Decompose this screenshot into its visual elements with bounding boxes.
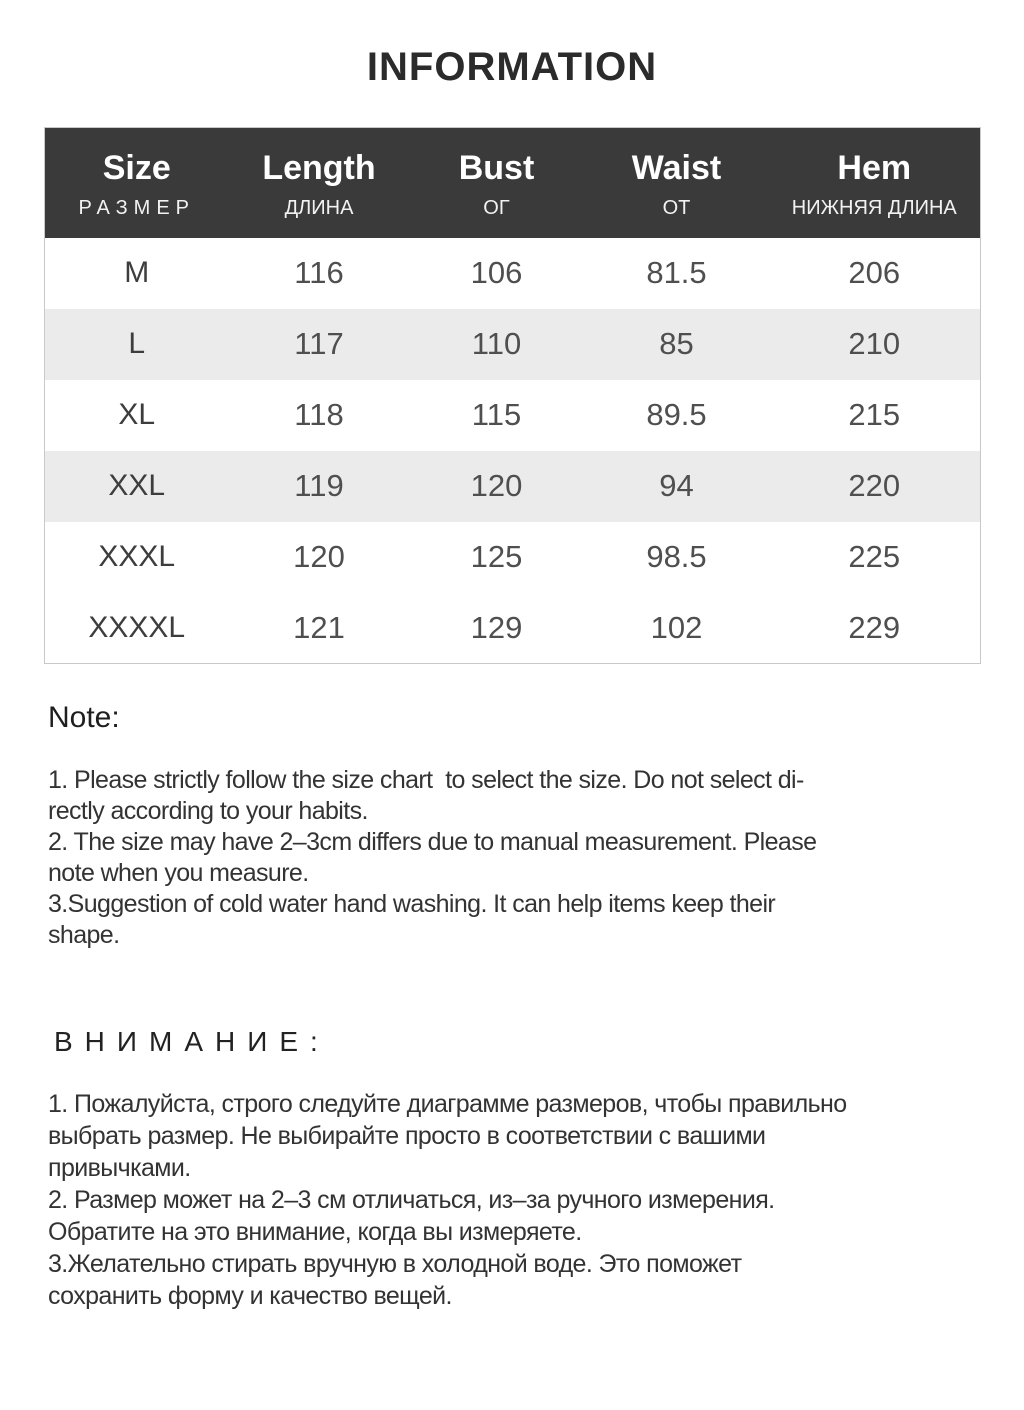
note-line: shape.: [48, 921, 120, 949]
cell-bust: 110: [471, 326, 522, 361]
cell-bust: 129: [470, 609, 523, 645]
attention-line: выбрать размер. Не выбирайте просто в соответствии с вашими: [48, 1122, 766, 1150]
column-sublabel-waist: ОТ: [662, 196, 691, 219]
cell-hem: 206: [848, 255, 901, 290]
note-heading: Note:: [48, 701, 120, 734]
column-sublabel-hem: НИЖНЯЯ ДЛИНА: [791, 196, 957, 219]
cell-bust: 106: [470, 255, 523, 290]
cell-size: XXXXL: [88, 610, 186, 644]
header-row: [44, 128, 980, 238]
cell-size: L: [128, 327, 146, 360]
cell-bust: 115: [471, 397, 522, 432]
cell-size: M: [124, 256, 150, 289]
cell-bust: 120: [470, 468, 523, 503]
table-row-m: [44, 238, 980, 309]
cell-hem: 210: [848, 326, 901, 361]
cell-waist: 94: [659, 468, 694, 503]
attention-line: 1. Пожалуйста, строго следуйте диаграмме размеров, чтобы правильно: [48, 1090, 847, 1118]
attention-line: Обратите на это внимание, когда вы измеряете.: [48, 1218, 582, 1246]
attention-line: 2. Размер может на 2–3 см отличаться, из–за ручного измерения.: [48, 1186, 775, 1214]
attention-line: сохранить форму и качество вещей.: [48, 1282, 452, 1310]
column-label-waist: Waist: [631, 148, 722, 187]
size-chart-header: [44, 128, 980, 238]
cell-waist: 85: [659, 326, 694, 361]
attention-section: [48, 1025, 976, 1312]
cell-bust: 125: [470, 539, 523, 574]
cell-hem: 225: [848, 539, 901, 574]
column-header-hem: [769, 128, 980, 238]
table-row-xl: [44, 380, 980, 451]
cell-length: 117: [294, 326, 344, 361]
table-row-xxxxl: [44, 593, 980, 664]
attention-line: привычками.: [48, 1154, 191, 1182]
column-label-bust: Bust: [458, 148, 535, 187]
cell-length: 116: [294, 255, 344, 290]
column-sublabel-size: РАЗМЕР: [78, 196, 196, 219]
cell-hem: 229: [848, 609, 901, 645]
column-label-size: Size: [102, 148, 171, 187]
column-sublabel-length: ДЛИНА: [284, 196, 354, 219]
column-sublabel-bust: ОГ: [483, 196, 510, 219]
note-line: 1. Please strictly follow the size chart to select the size. Do not select di-: [48, 766, 804, 794]
cell-length: 120: [293, 539, 345, 574]
attention-line: 3.Желательно стирать вручную в холодной воде. Это поможет: [48, 1250, 742, 1278]
attention-heading: ВНИМАНИЕ:: [54, 1026, 330, 1057]
page-title: INFORMATION: [366, 45, 658, 89]
column-header-length: [229, 128, 409, 238]
column-header-bust: [409, 128, 584, 238]
cell-size: XXXL: [98, 540, 176, 573]
note-line: note when you measure.: [48, 859, 309, 887]
cell-waist: 89.5: [646, 397, 707, 432]
column-header-size: [44, 128, 229, 238]
note-line: 2. The size may have 2–3cm differs due to manual measurement. Please: [48, 828, 817, 856]
column-header-waist: [584, 128, 769, 238]
column-label-length: Length: [262, 148, 376, 187]
column-label-hem: Hem: [837, 148, 912, 187]
table-row-l: [44, 309, 980, 380]
cell-length: 118: [294, 397, 344, 432]
attention-text: [48, 1088, 976, 1312]
note-line: rectly according to your habits.: [48, 797, 368, 825]
cell-waist: 102: [650, 609, 703, 645]
note-section: [48, 700, 976, 951]
cell-waist: 98.5: [646, 539, 707, 574]
cell-hem: 215: [848, 397, 901, 432]
cell-length: 119: [294, 468, 344, 503]
cell-size: XXL: [108, 469, 166, 502]
size-chart-table: [44, 127, 981, 664]
note-line: 3.Suggestion of cold water hand washing. It can help items keep their: [48, 890, 776, 918]
cell-length: 121: [293, 609, 345, 645]
table-row-xxl: [44, 451, 980, 522]
cell-hem: 220: [848, 468, 901, 503]
cell-size: XL: [118, 398, 156, 431]
cell-waist: 81.5: [646, 255, 707, 290]
note-text: [48, 765, 976, 951]
table-row-xxxl: [44, 522, 980, 593]
